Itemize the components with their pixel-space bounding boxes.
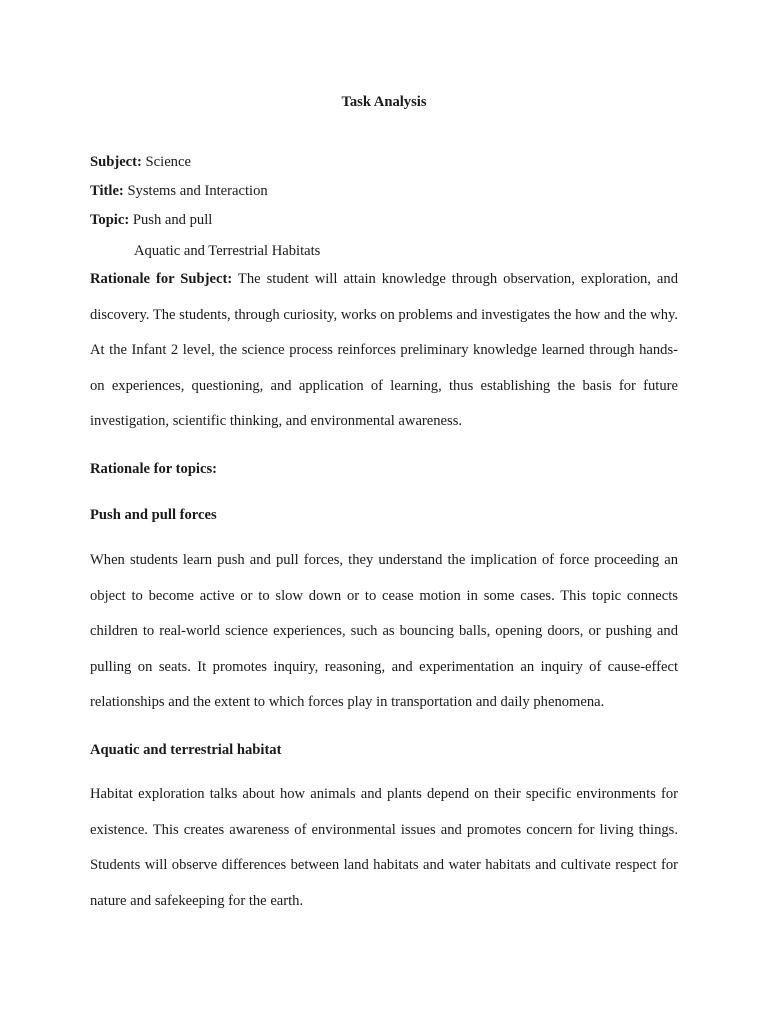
topic-label: Topic: bbox=[90, 212, 130, 228]
push-pull-heading: Push and pull forces bbox=[90, 507, 217, 523]
rationale-topics-heading: Rationale for topics: bbox=[90, 461, 218, 477]
topic-value-2: Aquatic and Terrestrial Habitats bbox=[134, 243, 321, 259]
topic-line bbox=[90, 210, 678, 230]
title-value: Systems and Interaction bbox=[127, 183, 268, 199]
document-page bbox=[90, 0, 678, 1024]
title-line bbox=[90, 181, 678, 201]
subject-value: Science bbox=[145, 154, 191, 170]
push-pull-paragraph: When students learn push and pull forces, they understand the implication of force proceeding an object to become active or to slow down or to cease motion in some cases. This topic connects children to real-world science experiences, such as bouncing balls, opening doors, or pushing and pulling on seats. It promotes inquiry, reasoning, and experimentation an inquiry of cause-effect relationships and the extent to which forces play in transportation and daily phenomena. bbox=[90, 552, 678, 711]
title-label: Title: bbox=[90, 183, 124, 199]
habitat-heading: Aquatic and terrestrial habitat bbox=[90, 742, 282, 758]
topic-value: Push and pull bbox=[132, 212, 213, 228]
habitat-paragraph: Habitat exploration talks about how animals and plants depend on their specific environments for existence. This creates awareness of environmental issues and promotes concern for living things. Students will observe differences between land habitats and water habitats and cultivate respect for nature and safekeeping for the earth. bbox=[90, 786, 678, 909]
rationale-subject-text: The student will attain knowledge through observation, exploration, and discovery. The students, through curiosity, works on problems and investigates the how and the why. At the Infant 2 level, the science process reinforces preliminary knowledge learned through hands-on experiences, questioning, and application of learning, thus establishing the basis for future investigation, scientific thinking, and environmental awareness. bbox=[90, 271, 679, 430]
rationale-subject-paragraph bbox=[90, 262, 678, 440]
subject-line bbox=[90, 152, 678, 172]
rationale-subject-label: Rationale for Subject: bbox=[90, 271, 233, 287]
document-title: Task Analysis bbox=[341, 94, 427, 110]
subject-label: Subject: bbox=[90, 154, 142, 170]
topic-line-2 bbox=[90, 241, 722, 261]
